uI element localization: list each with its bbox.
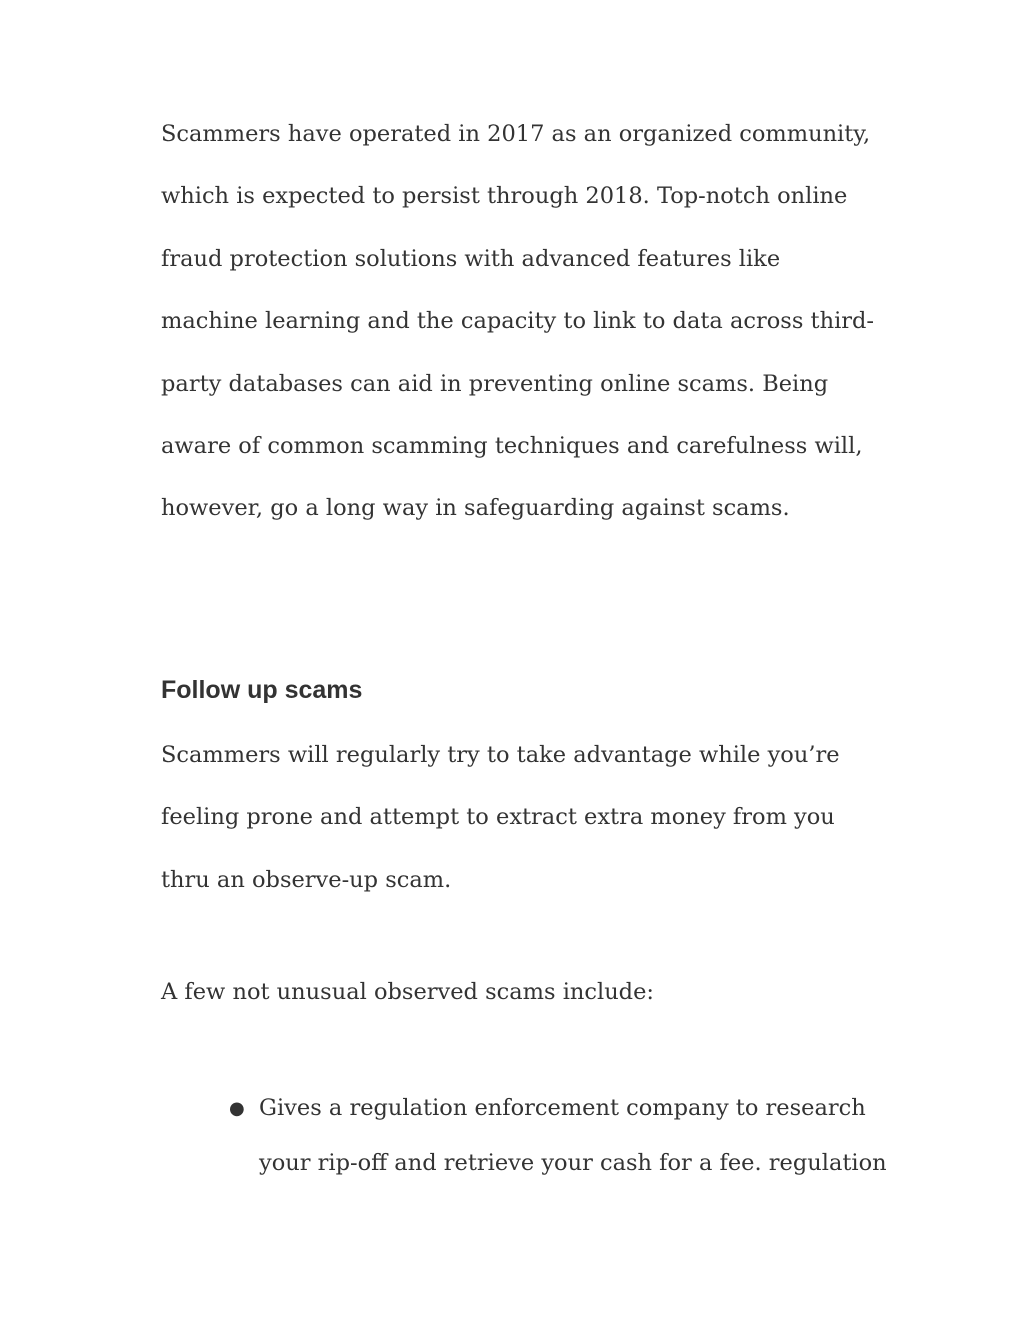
intro-paragraph: Scammers have operated in 2017 as an organized community, which is expected to persist through 2018. Top-notch online fraud protection solutions with advanced features like machine learning and the capacity to link to data across third-party databases can aid in preventing online scams. Being aware of common scamming techniques and carefulness will, however, go a long way in safeguarding against scams. [161,121,875,522]
bullet-icon: ● [229,1098,245,1119]
list-item [229,1081,889,1191]
list-intro-paragraph: A few not unusual observed scams include: [161,979,654,1005]
list-item-text: Gives a regulation enforcement company to research your rip-off and retrieve your cash for a fee. regulation [259,1095,887,1176]
section-heading: Follow up scams [161,676,363,704]
follow-up-paragraph: Scammers will regularly try to take advantage while you’re feeling prone and attempt to extract extra money from you thru an observe-up scam. [161,742,840,893]
scam-list [229,1081,889,1191]
